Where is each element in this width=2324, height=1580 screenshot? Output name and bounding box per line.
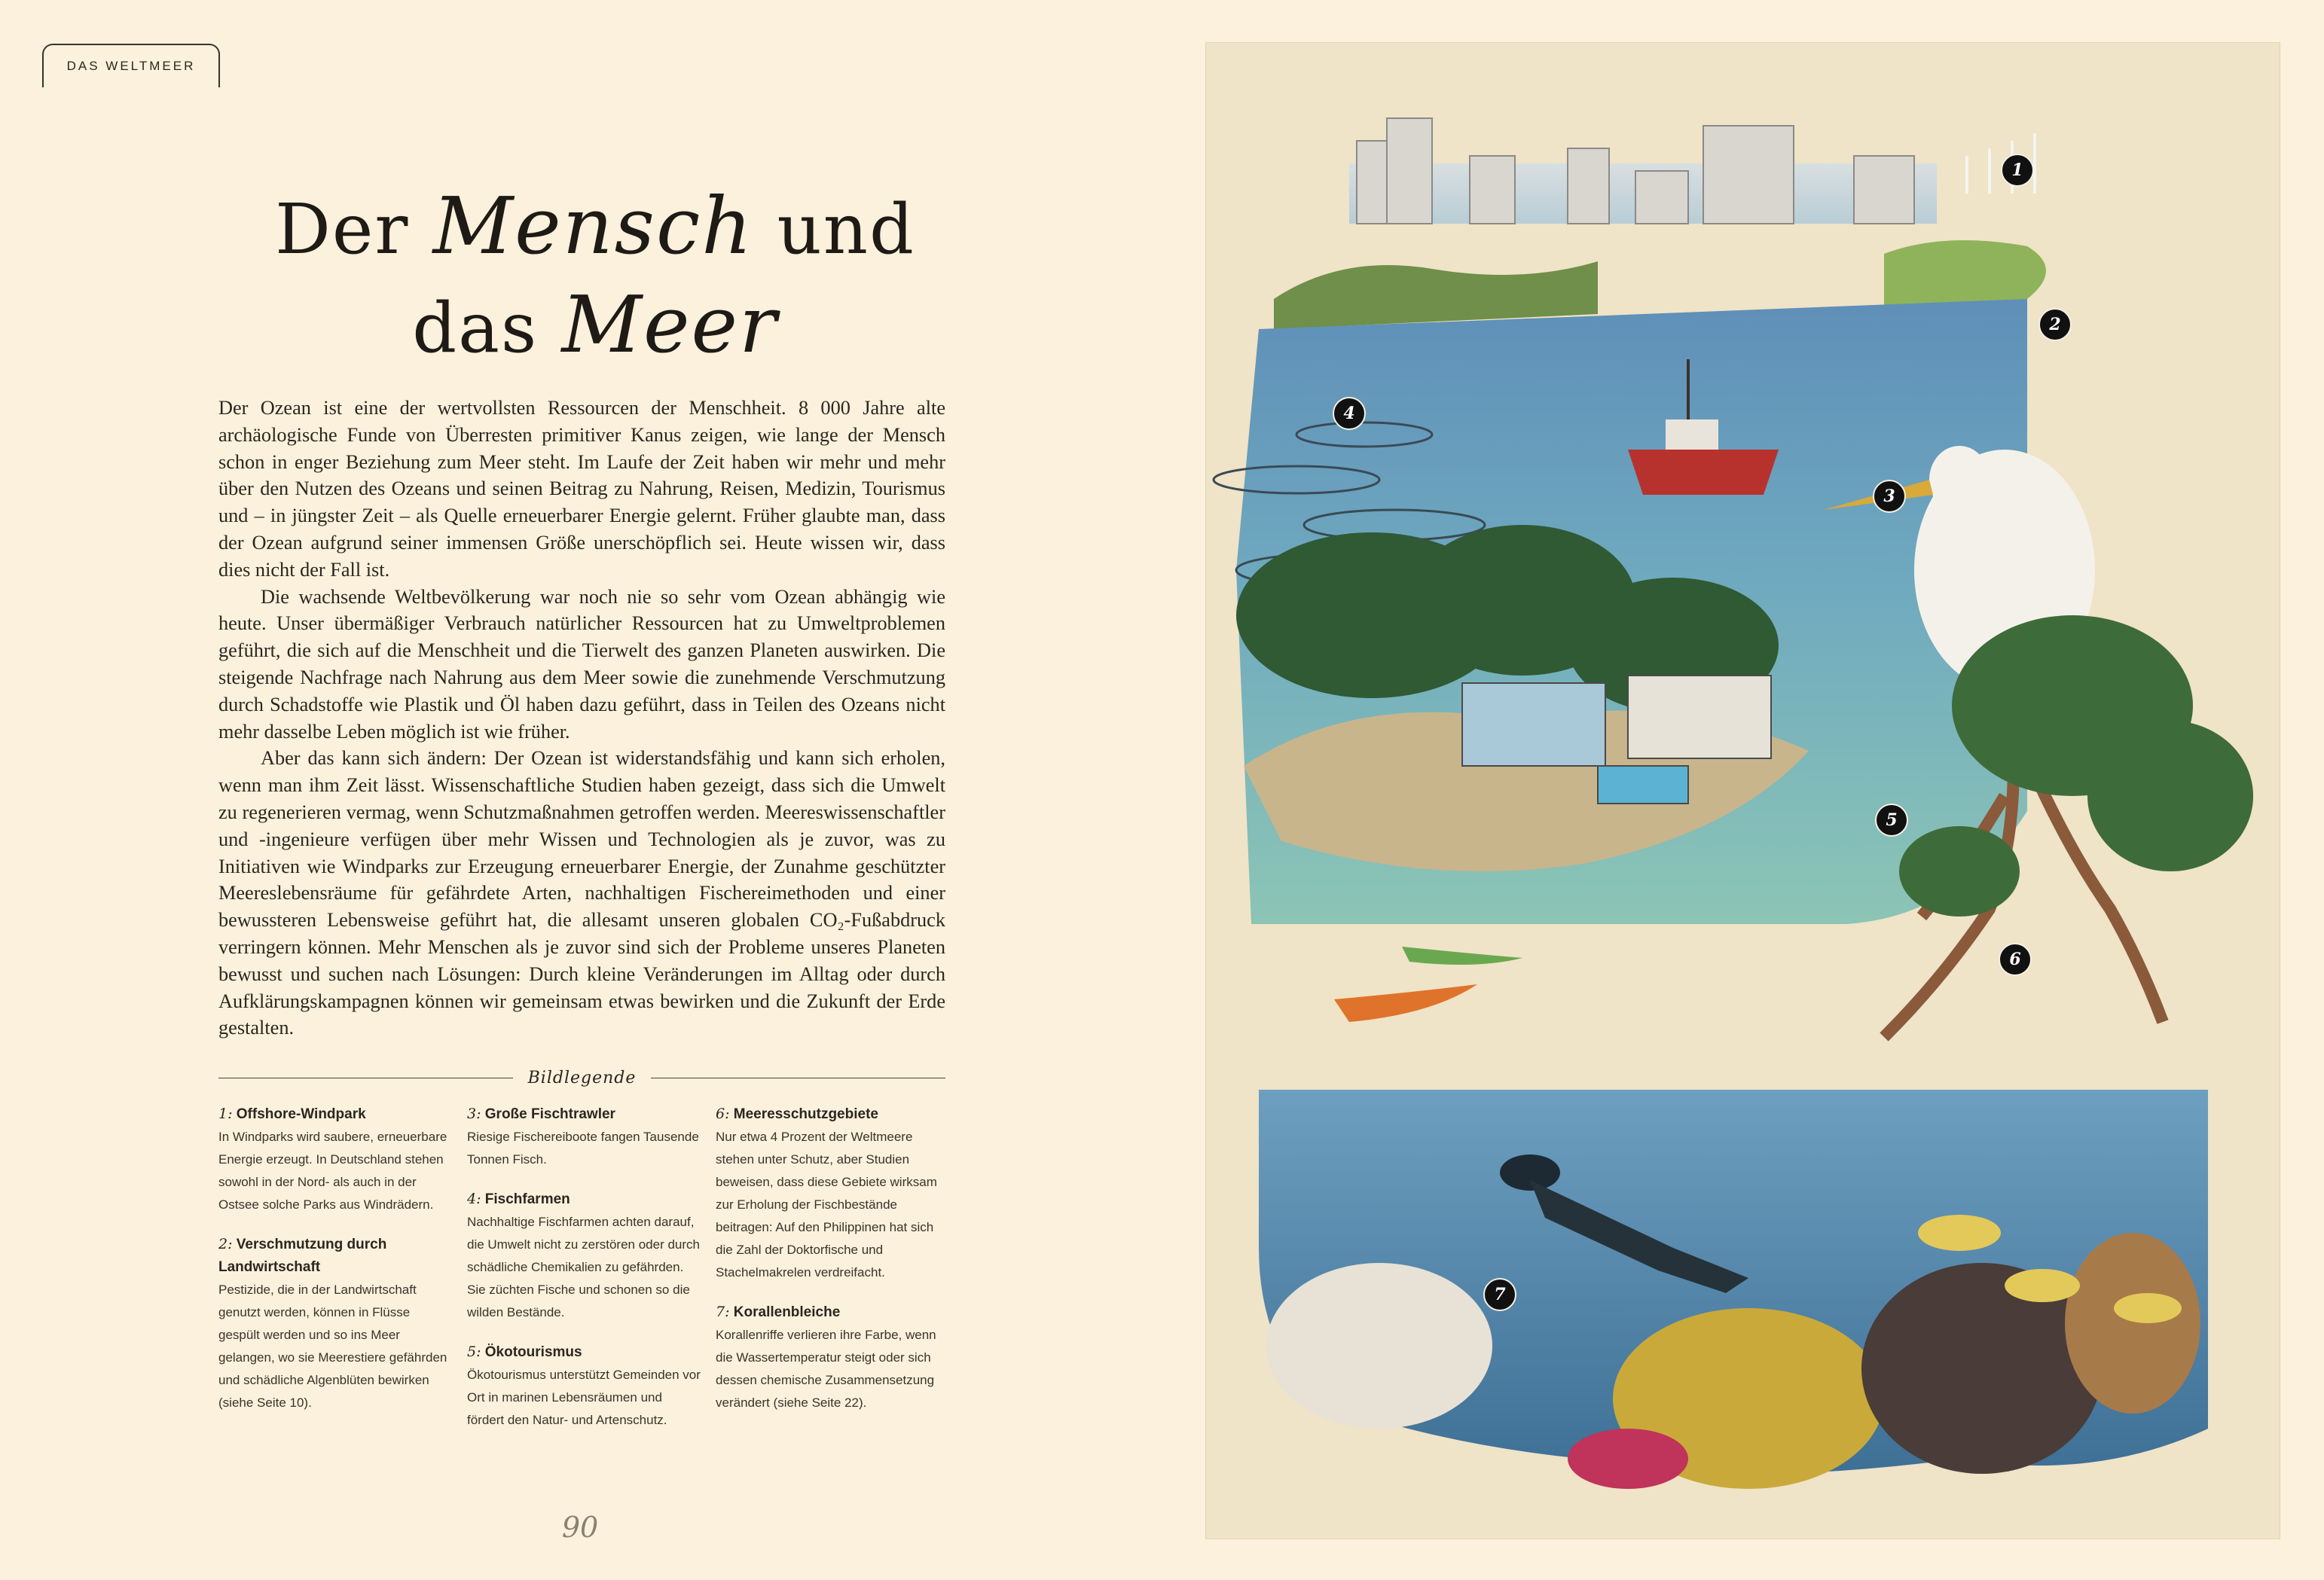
- legend-item: [716, 1301, 949, 1414]
- legend-number: 5:: [467, 1344, 481, 1360]
- legend-text: Korallenriffe verlieren ihre Farbe, wenn die Wassertemperatur steigt oder sich dessen chemische Zusammensetzung verändert (siehe Seite 22).: [716, 1328, 936, 1410]
- legend-number: 2:: [218, 1236, 233, 1252]
- legend-title: Fischfarmen: [484, 1191, 570, 1207]
- page-title: [218, 179, 972, 372]
- legend-number: 6:: [716, 1106, 730, 1122]
- kayaks: [1334, 947, 1522, 1022]
- legend-number: 4:: [467, 1191, 481, 1207]
- ocean-illustration: [1205, 42, 2280, 1539]
- legend-item: [716, 1103, 949, 1284]
- legend-text: Riesige Fischereiboote fangen Tausende Tonnen Fisch.: [467, 1130, 699, 1167]
- legend-column: [467, 1103, 701, 1448]
- marker-2: 2: [2038, 308, 2072, 341]
- marker-1: 1: [2001, 154, 2034, 187]
- title-word: Der: [275, 189, 433, 270]
- legend-number: 1:: [218, 1106, 233, 1122]
- legend-title: Offshore-Windpark: [236, 1106, 366, 1122]
- page-number: 90: [561, 1511, 599, 1544]
- legend-title: Meeresschutzgebiete: [733, 1106, 878, 1122]
- legend-text: Nachhaltige Fischfarmen achten darauf, die Umwelt nicht zu zerstören oder durch schädliche Chemikalien zu gefährden. Sie züchten Fische und schonen so die wilden Bestände.: [467, 1215, 700, 1319]
- legend-text: Pestizide, die in der Landwirtschaft genutzt werden, können in Flüsse gespült werden und so ins Meer gelangen, wo sie Meerestiere gefährden und schädliche Algenblüten bewirken (siehe Seite 10).: [218, 1283, 447, 1410]
- legend-item: [218, 1233, 452, 1414]
- marker-6: 6: [1999, 943, 2032, 976]
- legend-item: [218, 1103, 452, 1216]
- title-word: und: [753, 189, 915, 270]
- legend-item: [467, 1103, 701, 1171]
- marker-7: 7: [1483, 1278, 1516, 1311]
- legend-text: In Windparks wird saubere, erneuerbare Energie erzeugt. In Deutschland stehen sowohl in der Nord- als auch in der Ostsee solche Parks aus Windrädern.: [218, 1130, 447, 1212]
- paragraph: Die wachsende Weltbevölkerung war noch nie so sehr vom Ozean abhängig wie heute. Unser übermäßiger Verbrauch natürlicher Ressourcen hat zu Umweltproblemen geführt, die sich auf die Menschheit und die Tierwelt des ganzen Planeten auswirken. Die steigende Nachfrage nach Nahrung aus dem Meer sowie die zunehmende Verschmutzung durch Schadstoffe wie Plastik und Öl haben dazu geführt, dass in Teilen des Ozeans nicht mehr dasselbe Leben möglich ist wie früher.: [218, 585, 945, 743]
- marker-3: 3: [1873, 480, 1906, 513]
- legend-number: 3:: [467, 1106, 481, 1122]
- legend-title: Ökotourismus: [484, 1344, 582, 1360]
- section-tab: DAS WELTMEER: [42, 44, 220, 87]
- legend-text: Ökotourismus unterstützt Gemeinden vor Ort in marinen Lebensräumen und fördert den Natur- und Artenschutz.: [467, 1368, 701, 1427]
- legend-header: [218, 1064, 945, 1091]
- right-page: [1162, 0, 2324, 1580]
- paragraph: Der Ozean ist eine der wertvollsten Ressourcen der Menschheit. 8 000 Jahre alte archäologische Funde von Überresten primitiver Kanus zeigen, wie lange der Mensch schon in enger Beziehung zum Meer steht. Im Laufe der Zeit haben wir mehr und mehr über den Nutzen des Ozeans und seinen Beitrag zu Nahrung, Reisen, Medizin, Tourismus und – in jüngster Zeit – als Quelle erneuerbarer Energie gelernt. Früher glaubte man, dass der Ozean aufgrund seiner immensen Größe unerschöpflich sei. Heute wissen wir, dass dies nicht der Fall ist.: [218, 397, 945, 581]
- legend-item: [467, 1188, 701, 1324]
- legend-label: Bildlegende: [527, 1068, 637, 1087]
- title-word: das: [412, 287, 562, 368]
- legend-item: [467, 1341, 701, 1432]
- illustration-artwork: [1206, 43, 2280, 1539]
- title-word: Mensch: [432, 180, 754, 272]
- legend-text: Nur etwa 4 Prozent der Weltmeere stehen unter Schutz, aber Studien beweisen, dass diese Gebiete wirksam zur Erholung der Fischbestände beitragen: Auf den Philippinen hat sich die Zahl der Doktorfische und Stachelmakrelen verdreifacht.: [716, 1130, 937, 1280]
- legend-number: 7:: [716, 1304, 730, 1320]
- body-text: [218, 395, 945, 1042]
- legend-title: Verschmutzung durch Landwirtschaft: [218, 1237, 387, 1275]
- legend-title: Große Fischtrawler: [484, 1106, 615, 1122]
- legend-column: [716, 1103, 949, 1431]
- paragraph: Aber das kann sich ändern: Der Ozean ist widerstandsfähig und kann sich erholen, wenn man ihm Zeit lässt. Wissenschaftliche Studien haben gezeigt, dass sich die Umwelt zu regenerieren vermag, wenn Schutzmaßnahmen getroffen werden. Meereswissenschaftler und -ingenieure verfügen über mehr Wissen und Technologien als je zuvor, was zu Initiativen wie Windparks zur Erzeugung erneuerbarer Energie, der Zunahme geschützter Meereslebensräume für gefährdete Arten, nachhaltigen Fischereimethoden und einer bewussteren Lebensweise geführt hat, die allesamt unseren globalen CO₂-Fußabdruck verringern können. Mehr Menschen als je zuvor sind sich der Probleme unseres Planeten bewusst und suchen nach Lösungen: Durch kleine Veränderungen im Alltag oder durch Aufklärungskampagnen können wir gemeinsam etwas bewirken und die Zukunft der Erde gestalten.: [218, 747, 945, 1039]
- title-word: Meer: [561, 278, 778, 371]
- legend-column: [218, 1103, 452, 1431]
- marker-4: 4: [1333, 397, 1366, 430]
- legend-title: Korallenbleiche: [733, 1304, 841, 1320]
- marker-5: 5: [1875, 804, 1908, 837]
